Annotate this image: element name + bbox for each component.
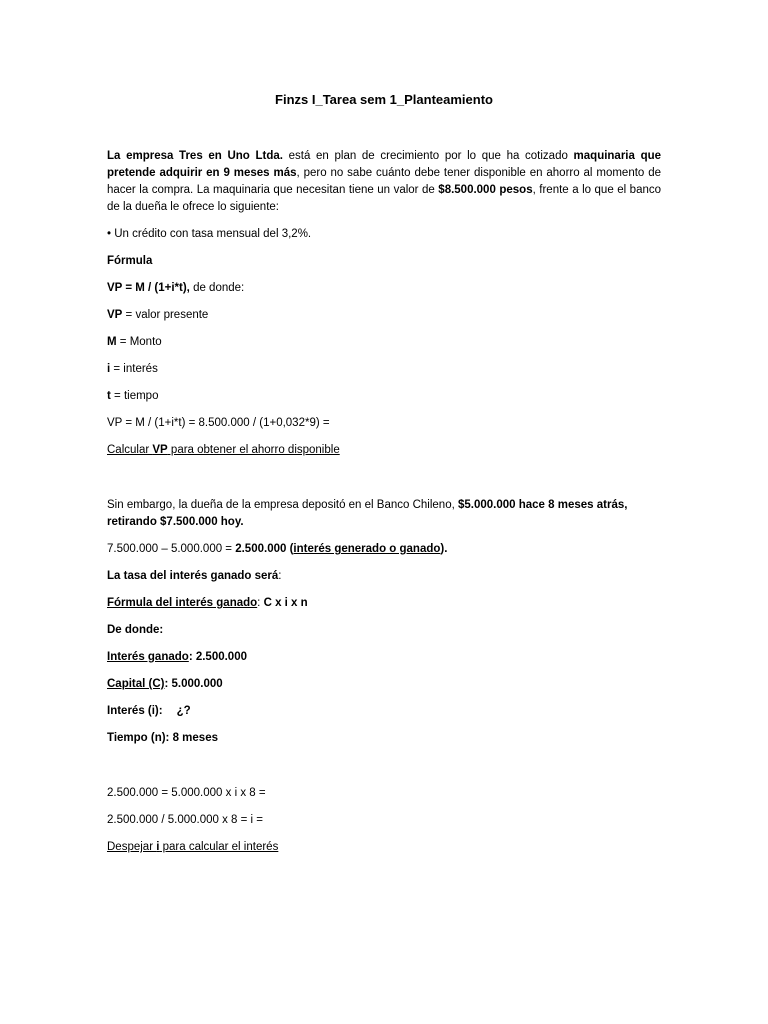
equation-1: 2.500.000 = 5.000.000 x i x 8 =	[107, 787, 266, 799]
machinery-amount: $8.500.000 pesos	[438, 184, 533, 196]
page-title: Finzs I_Tarea sem 1_Planteamiento	[275, 92, 493, 107]
task-solve-i: Despejar i para calcular el interés	[107, 841, 279, 853]
definition-vp: VP = valor presente	[107, 309, 209, 321]
interest-difference: 7.500.000 – 5.000.000 = 2.500.000 (interés generado o ganado).	[107, 543, 448, 555]
rate-question: La tasa del interés ganado será:	[107, 570, 282, 582]
deposit-paragraph: Sin embargo, la dueña de la empresa depositó en el Banco Chileno, $5.000.000 hace 8 meses atrás, retirando $7.500.000 hoy.	[107, 499, 628, 528]
de-donde-label: De donde:	[107, 624, 164, 636]
machinery-phrase: maquinaria que pretende adquirir en 9 meses más	[107, 150, 662, 179]
time-line: Tiempo (n): 8 meses	[107, 732, 218, 744]
equation-2: 2.500.000 / 5.000.000 x 8 = i =	[107, 814, 264, 826]
capital-line: Capital (C): 5.000.000	[107, 678, 223, 690]
formula-line: VP = M / (1+i*t), de donde:	[107, 282, 245, 294]
formula-heading: Fórmula	[107, 255, 153, 267]
intro-paragraph: La empresa Tres en Uno Ltda. está en plan de crecimiento por lo que ha cotizado maquinaria que pretende adquirir en 9 meses más, pero no sabe cuánto debe tener disponible en ahorro al momento de hacer la compra. La maquinaria que necesitan tiene un valor de $8.500.000 pesos, frente a lo que el banco de la dueña le ofrece lo siguiente:	[107, 150, 662, 213]
interest-rate-line: Interés (i): ¿?	[107, 705, 191, 717]
definition-i: i = interés	[107, 363, 158, 375]
interest-earned-line: Interés ganado: 2.500.000	[107, 651, 247, 663]
interest-formula: Fórmula del interés ganado: C x i x n	[107, 597, 308, 609]
definition-m: M = Monto	[107, 336, 162, 348]
definition-t: t = tiempo	[107, 390, 159, 402]
bullet-item: • Un crédito con tasa mensual del 3,2%.	[107, 228, 312, 240]
task-calculate-vp: Calcular VP para obtener el ahorro disponible	[107, 444, 340, 456]
company-name: La empresa Tres en Uno Ltda.	[107, 150, 283, 162]
calculation-vp: VP = M / (1+i*t) = 8.500.000 / (1+0,032*9) =	[107, 417, 330, 429]
document-body	[107, 148, 661, 856]
